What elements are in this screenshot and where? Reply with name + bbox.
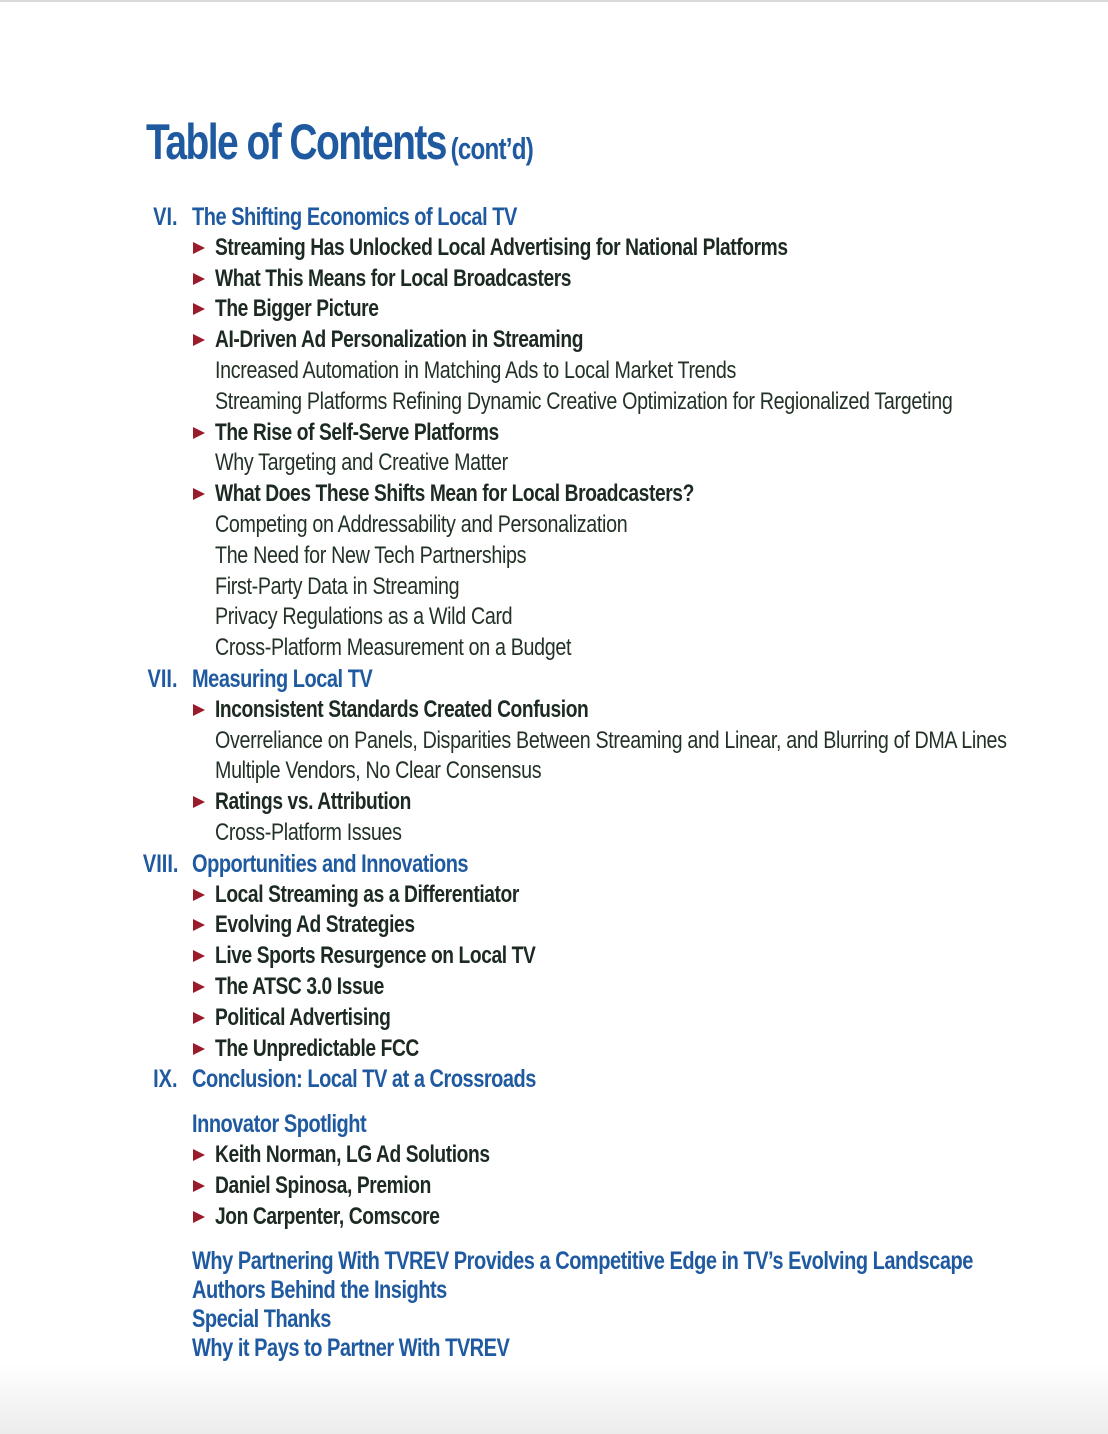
triangle-bullet-icon bbox=[193, 488, 205, 500]
toc-item-row bbox=[0, 541, 1108, 572]
toc-subsection-row bbox=[0, 880, 1108, 911]
subsection-link[interactable]: What This Means for Local Broadcasters bbox=[215, 264, 572, 292]
toc-subsection-row bbox=[0, 695, 1108, 726]
toc-item-row bbox=[0, 510, 1108, 541]
triangle-bullet-icon bbox=[193, 704, 205, 716]
extra-section-link[interactable]: Why Partnering With TVREV Provides a Competitive Edge in TV’s Evolving Landscape bbox=[192, 1247, 973, 1276]
spotlight-item-row bbox=[0, 1140, 1108, 1171]
toc-subsection-row bbox=[0, 418, 1108, 449]
toc-subsection-row bbox=[0, 972, 1108, 1003]
toc-item-link[interactable]: Cross-Platform Measurement on a Budget bbox=[215, 634, 572, 662]
toc-item-link[interactable]: Cross-Platform Issues bbox=[215, 818, 402, 846]
triangle-bullet-icon bbox=[193, 273, 205, 285]
title-cont: (cont’d) bbox=[450, 131, 534, 166]
toc-subsection-row bbox=[0, 264, 1108, 295]
extra-section-link[interactable]: Special Thanks bbox=[192, 1305, 331, 1334]
toc-item-row bbox=[0, 726, 1108, 757]
subsection-link[interactable]: Evolving Ad Strategies bbox=[215, 911, 415, 939]
subsection-link[interactable]: Inconsistent Standards Created Confusion bbox=[215, 695, 589, 723]
toc-section-row bbox=[0, 664, 1108, 695]
extra-row bbox=[0, 1333, 1108, 1362]
spotlight-title-link[interactable]: Innovator Spotlight bbox=[192, 1110, 367, 1139]
triangle-bullet-icon bbox=[193, 303, 205, 315]
triangle-bullet-icon bbox=[193, 1211, 205, 1223]
triangle-bullet-icon bbox=[193, 1180, 205, 1192]
toc-subsection-row bbox=[0, 1003, 1108, 1034]
triangle-bullet-icon bbox=[193, 1043, 205, 1055]
triangle-bullet-icon bbox=[193, 950, 205, 962]
section-title-link[interactable]: The Shifting Economics of Local TV bbox=[192, 203, 517, 231]
toc-item-row bbox=[0, 633, 1108, 664]
triangle-bullet-icon bbox=[193, 981, 205, 993]
subsection-link[interactable]: Political Advertising bbox=[215, 1003, 391, 1031]
toc-section-row bbox=[0, 849, 1108, 880]
subsection-link[interactable]: The Bigger Picture bbox=[215, 295, 379, 323]
extra-row bbox=[0, 1275, 1108, 1304]
spotlight-item-link[interactable]: Keith Norman, LG Ad Solutions bbox=[215, 1140, 490, 1168]
toc-item-link[interactable]: First-Party Data in Streaming bbox=[215, 572, 460, 600]
triangle-bullet-icon bbox=[193, 1149, 205, 1161]
subsection-link[interactable]: Live Sports Resurgence on Local TV bbox=[215, 942, 536, 970]
toc-list bbox=[0, 202, 1108, 1362]
toc-subsection-row bbox=[0, 787, 1108, 818]
extra-section-link[interactable]: Why it Pays to Partner With TVREV bbox=[192, 1334, 510, 1363]
triangle-bullet-icon bbox=[193, 427, 205, 439]
section-number: IX. bbox=[153, 1065, 178, 1094]
toc-section-row bbox=[0, 202, 1108, 233]
toc-subsection-row bbox=[0, 294, 1108, 325]
subsection-link[interactable]: Local Streaming as a Differentiator bbox=[215, 880, 519, 908]
toc-item-link[interactable]: Increased Automation in Matching Ads to Local Market Trends bbox=[215, 356, 737, 384]
toc-item-link[interactable]: Overreliance on Panels, Disparities Between Streaming and Linear, and Blurring of DMA Lines bbox=[215, 726, 1007, 754]
subsection-link[interactable]: The ATSC 3.0 Issue bbox=[215, 972, 384, 1000]
section-number: VII. bbox=[147, 664, 178, 693]
triangle-bullet-icon bbox=[193, 334, 205, 346]
spotlight-row bbox=[0, 1109, 1108, 1140]
toc-item-row bbox=[0, 387, 1108, 418]
toc-item-row bbox=[0, 356, 1108, 387]
toc-section-row bbox=[0, 1064, 1108, 1095]
toc-item-row bbox=[0, 818, 1108, 849]
toc-item-row bbox=[0, 572, 1108, 603]
triangle-bullet-icon bbox=[193, 1012, 205, 1024]
spotlight-item-row bbox=[0, 1171, 1108, 1202]
section-title-link[interactable]: Conclusion: Local TV at a Crossroads bbox=[192, 1065, 536, 1094]
toc-subsection-row bbox=[0, 910, 1108, 941]
page-title bbox=[146, 112, 533, 179]
subsection-link[interactable]: AI-Driven Ad Personalization in Streaming bbox=[215, 326, 584, 354]
section-number: VIII. bbox=[142, 849, 178, 878]
extra-row bbox=[0, 1304, 1108, 1333]
toc-item-link[interactable]: Competing on Addressability and Personalization bbox=[215, 510, 628, 538]
spotlight-item-link[interactable]: Daniel Spinosa, Premion bbox=[215, 1171, 431, 1199]
subsection-link[interactable]: The Rise of Self-Serve Platforms bbox=[215, 418, 499, 446]
toc-item-link[interactable]: Why Targeting and Creative Matter bbox=[215, 449, 508, 477]
toc-subsection-row bbox=[0, 1034, 1108, 1065]
triangle-bullet-icon bbox=[193, 242, 205, 254]
toc-item-row bbox=[0, 756, 1108, 787]
toc-item-row bbox=[0, 602, 1108, 633]
triangle-bullet-icon bbox=[193, 889, 205, 901]
toc-item-link[interactable]: Multiple Vendors, No Clear Consensus bbox=[215, 757, 542, 785]
triangle-bullet-icon bbox=[193, 919, 205, 931]
extra-row bbox=[0, 1246, 1108, 1275]
toc-subsection-row bbox=[0, 325, 1108, 356]
subsection-link[interactable]: The Unpredictable FCC bbox=[215, 1034, 419, 1062]
toc-subsection-row bbox=[0, 479, 1108, 510]
section-title-link[interactable]: Opportunities and Innovations bbox=[192, 849, 469, 878]
subsection-link[interactable]: What Does These Shifts Mean for Local Broadcasters? bbox=[215, 480, 694, 508]
section-title-link[interactable]: Measuring Local TV bbox=[192, 664, 373, 693]
toc-subsection-row bbox=[0, 233, 1108, 264]
subsection-link[interactable]: Streaming Has Unlocked Local Advertising for National Platforms bbox=[215, 233, 788, 261]
bottom-fade bbox=[0, 1364, 1108, 1434]
triangle-bullet-icon bbox=[193, 796, 205, 808]
toc-subsection-row bbox=[0, 941, 1108, 972]
section-number: VI. bbox=[153, 203, 178, 231]
spacer bbox=[0, 1232, 1108, 1246]
spotlight-item-row bbox=[0, 1202, 1108, 1233]
toc-item-link[interactable]: Privacy Regulations as a Wild Card bbox=[215, 603, 513, 631]
title-main: Table of Contents bbox=[146, 114, 446, 170]
toc-item-row bbox=[0, 448, 1108, 479]
spotlight-item-link[interactable]: Jon Carpenter, Comscore bbox=[215, 1202, 440, 1230]
toc-item-link[interactable]: The Need for New Tech Partnerships bbox=[215, 541, 527, 569]
spacer bbox=[0, 1095, 1108, 1109]
extra-section-link[interactable]: Authors Behind the Insights bbox=[192, 1276, 447, 1305]
subsection-link[interactable]: Ratings vs. Attribution bbox=[215, 788, 411, 816]
toc-item-link[interactable]: Streaming Platforms Refining Dynamic Creative Optimization for Regionalized Targeting bbox=[215, 387, 953, 415]
